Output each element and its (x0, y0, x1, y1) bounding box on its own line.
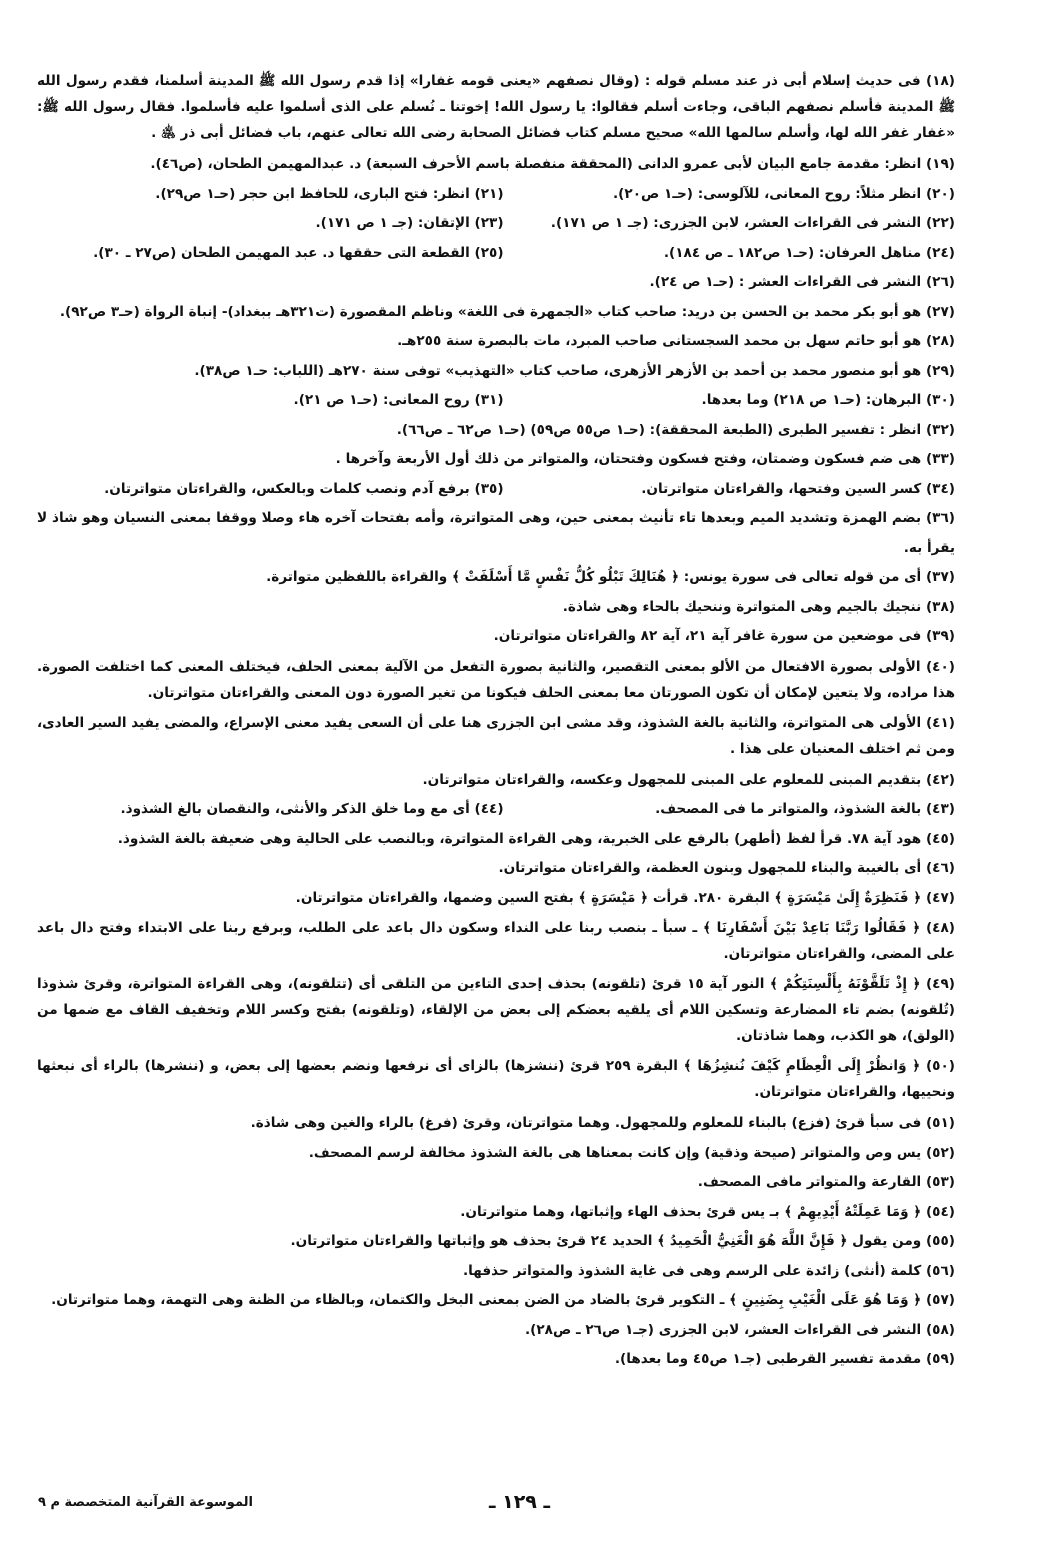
footnote-51: (٥١) فى سبأ قرئ (فزع) بالبناء للمعلوم وللمجهول. وهما متواترتان، وقرئ (فرغ) بالراء والغين وهى شاذة. (250, 1115, 955, 1131)
footnote-49: (٤٩) ﴿ إِذْ تَلَقَّوْنَهُ بِأَلْسِنَتِكُمْ ﴾ النور آية ١٥ قرئ (تلقونه) بحذف إحدى التاءين من التلقى أى (تتلقونه)، وهى القراءة المتواترة، وقرئ شذوذا (تُلقونه) بضم تاء المضارعة وتسكين اللام أى يلقيه بعضكم إلى بعض من الإلقاء، (وتلقونه) بفتح وكسر اللام وتخفيف القاف مع ضمها من (الولق)، هو الكذب، وهما شاذتان. (37, 976, 955, 1044)
footnote-52: (٥٢) يس وص والمتواتر (صيحة وذقية) وإن كانت بمعناها هى بالغة الشذوذ مخالفة لرسم المصحف. (308, 1144, 955, 1161)
footnote-18: (١٨) فى حديث إسلام أبى ذر عند مسلم قوله : (وقال نصفهم «يعنى قومه غفارا» إذا قدم رسول الله ﷺ المدينة أسلمنا، فقدم رسول الله ﷺ المدينة فأسلم نصفهم الباقى، وجاءت أسلم فقالوا: يا رسول الله! إخوتنا ـ نُسلم على الذى أسلموا عليه فأسلموا. فقال رسول الله ﷺ: «غفار غفر الله لها، وأسلم سالمها الله» صحيح مسلم كتاب فضائل الصحابة رضى الله تعالى عنهم، باب فضائل أبى ذر ﵁ . (37, 73, 955, 141)
page-number: ـ ١٢٩ ـ (488, 1491, 550, 1513)
footnote-32: (٣٢) انظر : تفسير الطبرى (الطبعة المحققة): (حـ١ ص٥٥ ص٥٩) (حـ١ ص٦٢ ـ ص٦٦). (396, 421, 955, 438)
footnote-57: (٥٧) ﴿ وَمَا هُوَ عَلَى الْغَيْبِ بِضَنِينٍ ﴾ ـ التكوير قرئ بالضاد من الضن بمعنى البخل والكتمان، وبالظاء من الظنة وهى التهمة، وهما متواترتان. (51, 1292, 955, 1308)
footnote-pair-34-35 (37, 475, 955, 505)
footnote-24: (٢٤) مناهل العرفان: (حـ١ ص١٨٢ ـ ص ١٨٤). (663, 244, 955, 261)
footnote-27: (٢٧) هو أبو بكر محمد بن الحسن بن دريد: صاحب كتاب «الجمهرة فى اللغة» وناظم المقصورة (ت٣٢١هـ ببغداد)- إنباة الرواة (حـ٣ ص٩٢). (59, 303, 955, 320)
footnote-pair-24-25 (37, 239, 955, 269)
footnote-21: (٢١) انظر: فتح البارى، للحافظ ابن حجر (حـ١ ص٢٩). (155, 185, 504, 202)
footnote-58: (٥٨) النشر فى القراءات العشر، لابن الجزرى (جـ١ ص٢٦ ـ ص٢٨). (524, 1321, 955, 1338)
footnote-20: (٢٠) انظر مثلاً: روح المعانى، للآلوسى: (حـ١ ص٢٠). (613, 185, 955, 202)
footnote-39: (٣٩) فى موضعين من سورة غافر آية ٢١، آية ٨٢ والقراءتان متواترتان. (493, 628, 955, 644)
footnote-19: (١٩) انظر: مقدمة جامع البيان لأبى عمرو الدانى (المحققة منفصلة باسم الأحرف السبعة) د. عبدالمهيمن الطحان، (ص٤٦). (150, 156, 955, 172)
footnotes-list (37, 66, 955, 1375)
footnote-50: (٥٠) ﴿ وَانظُرْ إِلَى الْعِظَامِ كَيْفَ نُنشِزُهَا ﴾ البقرة ٢٥٩ قرئ (ننشزها) بالزاى أى نرفعها ونضم بعضها إلى بعض، و (ننشرها) بالراء أى نبعثها ونحييها، والقراءتان متواترتان. (37, 1058, 955, 1100)
footnote-54: (٥٤) ﴿ وَمَا عَمِلَتْهُ أَيْدِيهِمْ ﴾ بـ يس قرئ بحذف الهاء وإثباتها، وهما متواترتان. (460, 1203, 955, 1220)
footnote-38: (٣٨) ننجيك بالجيم وهى المتواترة وننحيك بالحاء وهى شاذة. (562, 598, 955, 615)
footnote-40: (٤٠) الأولى بصورة الافتعال من الألو بمعنى التقصير، والثانية بصورة التفعل من الآلية بمعنى الحلف، فيختلف المعنى كما اختلفت الصورة. هذا مراده، ولا يتعين لإمكان أن تكون الصورتان معا بمعنى الحلف فيكونا من تغير الصورة دون المعنى والقراءتان متواترتان. (37, 658, 955, 701)
footnote-28: (٢٨) هو أبو حاتم سهل بن محمد السجستانى صاحب المبرد، مات بالبصرة سنة ٢٥٥هـ. (397, 333, 955, 349)
footnote-59: (٥٩) مقدمة تفسير القرطبى (جـ١ ص٤٥ وما بعدها). (614, 1351, 955, 1367)
footnote-31: (٣١) روح المعانى: (حـ١ ص ٢١). (293, 392, 504, 408)
footnote-33: (٣٣) هى ضم فسكون وضمتان، وفتح فسكون وفتحتان، والمتواتر من ذلك أول الأربعة وآخرها . (335, 451, 955, 467)
footnote-34: (٣٤) كسر السين وفتحها، والقراءتان متواترتان. (641, 480, 955, 497)
footnote-35: (٣٥) برفع آدم ونصب كلمات وبالعكس، والقراءتان متواترتان. (104, 480, 504, 497)
footnote-42: (٤٢) بتقديم المبنى للمعلوم على المبنى للمجهول وعكسه، والقراءتان متواترتان. (422, 771, 955, 788)
footnote-pair-43-44 (37, 795, 955, 825)
footnote-36: (٣٦) بضم الهمزة وتشديد الميم وبعدها تاء تأنيث بمعنى حين، وهى المتواترة، وأمه بفتحات آخره هاء وصلا ووقفا بمعنى النسيان وهو شاذ لا يقرأ به. (37, 510, 955, 556)
footnote-45: (٤٥) هود آية ٧٨. قرأ لفظ (أطهر) بالرفع على الخبرية، وهى القراءة المتواترة، وبالنصب على الحالية وهى ضعيفة بالغة الشذوذ. (117, 830, 955, 847)
footnote-55: (٥٥) ومن يقول ﴿ فَإِنَّ اللَّهَ هُوَ الْغَنِيُّ الْحَمِيدُ ﴾ الحديد ٢٤ قرئ بحذف هو وإثباتها والقراءتان متواترتان. (290, 1233, 955, 1249)
footnote-25: (٢٥) القطعة التى حققها د. عبد المهيمن الطحان (ص٢٧ ـ ٣٠). (93, 244, 504, 261)
footnote-44: (٤٤) أى مع وما خلق الذكر والأنثى، والنقصان بالغ الشذوذ. (120, 801, 504, 817)
footnote-22: (٢٢) النشر فى القراءات العشر، لابن الجزرى: (جـ ١ ص ١٧١). (550, 215, 955, 231)
page-footer (0, 1491, 1039, 1521)
footnote-46: (٤٦) أى بالغيبة والبناء للمجهول وبنون العظمة، والقراءتان متواترتان. (498, 860, 955, 876)
footnote-56: (٥٦) كلمة (أنثى) زائدة على الرسم وهى فى غاية الشذوذ والمتواتر حذفها. (462, 1262, 955, 1279)
footnote-pair-30-31 (37, 386, 955, 416)
footnote-43: (٤٣) بالغة الشذوذ، والمتواتر ما فى المصحف. (655, 801, 955, 817)
footnote-23: (٢٣) الإتقان: (جـ ١ ص ١٧١). (315, 215, 504, 231)
footnote-48: (٤٨) ﴿ فَقَالُوا رَبَّنَا بَاعِدْ بَيْنَ أَسْفَارِنَا ﴾ ـ سبأ ـ بنصب ربنا على النداء وسكون دال باعد على الطلب، وبرفع ربنا على الابتداء وفتح دال باعد على المضى، والقراءتان متواترتان. (37, 920, 955, 962)
footnote-pair-22-23 (37, 209, 955, 239)
footnote-pair-20-21 (37, 180, 955, 210)
footnote-29: (٢٩) هو أبو منصور محمد بن أحمد بن الأزهر الأزهرى، صاحب كتاب «التهذيب» توفى سنة ٢٧٠هـ (اللباب: حـ١ ص٣٨). (194, 362, 955, 379)
footnote-26: (٢٦) النشر فى القراءات العشر : (حـ١ ص ٢٤). (649, 274, 955, 290)
footnote-41: (٤١) الأولى هى المتواترة، والثانية بالغة الشذوذ، وقد مشى ابن الجزرى هنا على أن السعى يفيد معنى الإسراع، والمضى يفيد السير العادى، ومن ثم اختلف المعنيان على هذا . (37, 714, 955, 757)
encyclopedia-title: الموسوعة القرآنية المتخصصة م ٩ (37, 1495, 253, 1510)
footnote-30: (٣٠) البرهان: (حـ١ ص ٢١٨) وما بعدها. (701, 392, 955, 408)
footnote-47: (٤٧) ﴿ فَنَظِرَةٌ إِلَىٰ مَيْسَرَةٍ ﴾ البقرة ٢٨٠. قرأت ﴿ مَيْسَرَةٍ ﴾ بفتح السين وضمها، والقراءتان متواترتان. (295, 889, 955, 906)
footnote-37: (٣٧) أى من قوله تعالى فى سورة يونس: ﴿ هُنَالِكَ تَبْلُو كُلُّ نَفْسٍ مَّا أَسْلَفَتْ ﴾ والقراءة باللفظين متواترة. (266, 569, 955, 585)
footnote-53: (٥٣) القارعة والمتواتر مافى المصحف. (697, 1174, 955, 1190)
